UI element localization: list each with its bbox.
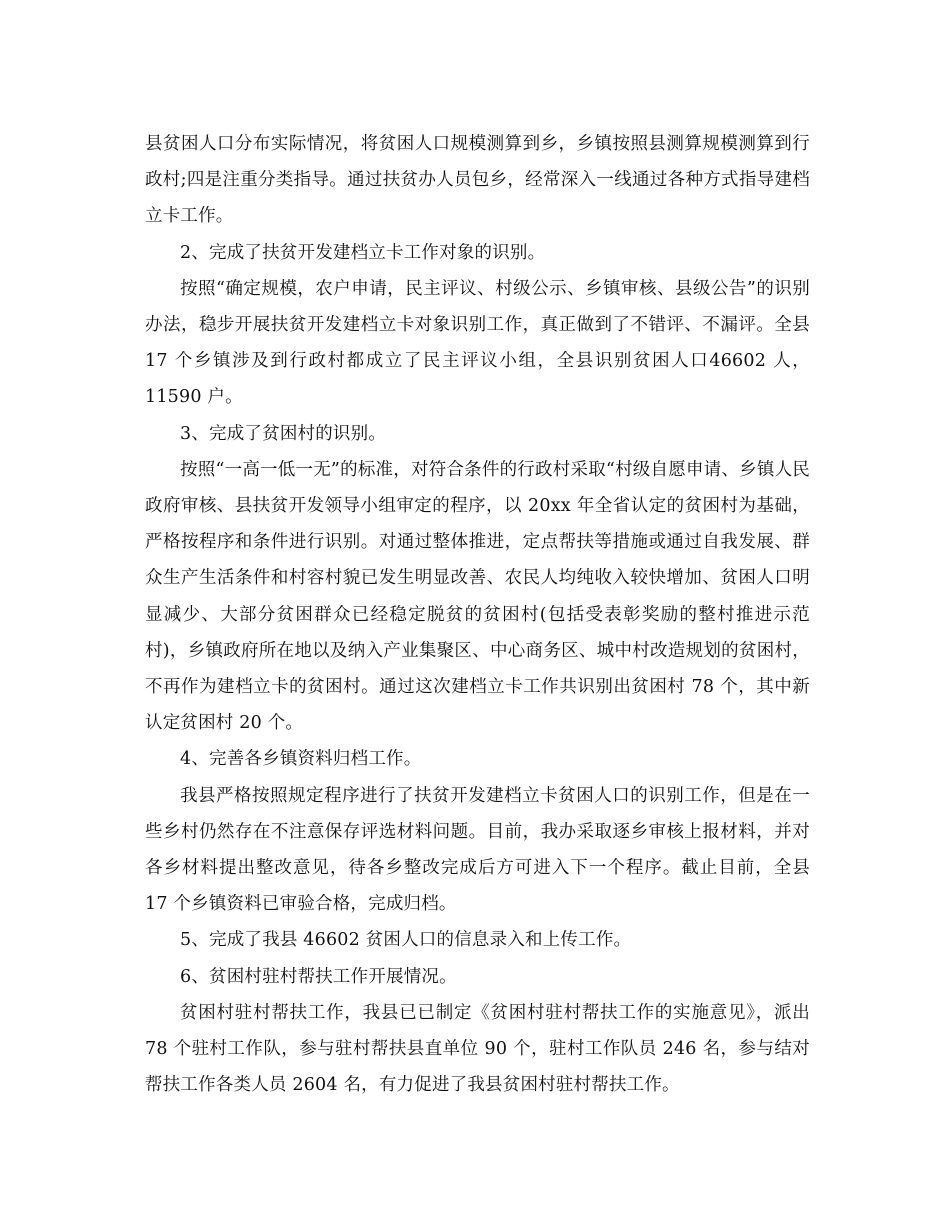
- section-heading-6: 6、贫困村驻村帮扶工作开展情况。: [180, 966, 457, 987]
- document-body: [145, 126, 810, 1103]
- paragraph-poor-village-standard: 按照“一高一低一无”的标准，对符合条件的行政村采取“村级自愿申请、乡镇人民政府审核、县扶贫开发领导小组审定的程序，以 20xx 年全省认定的贫困村为基础，严格按程序和条件进行识别。对通过整体推进，定点帮扶等措施或通过自我发展、群众生产生活条件和村容村貌已发生明显改善、农民人均纯收入较快增加、贫困人口明显减少、大部分贫困群众已经稳定脱贫的贫困村(包括受表彰奖励的整村推进示范村)，乡镇政府所在地以及纳入产业集聚区、中心商务区、城中村改造规划的贫困村，不再作为建档立卡的贫困村。通过这次建档立卡工作共识别出贫困村 78 个，其中新认定贫困村 20 个。: [145, 459, 810, 734]
- section-heading-4: 4、完善各乡镇资料归档工作。: [180, 749, 422, 770]
- paragraph-continuation: 县贫困人口分布实际情况，将贫困人口规模测算到乡，乡镇按照县测算规模测算到行政村;四是注重分类指导。通过扶贫办人员包乡，经常深入一线通过各种方式指导建档立卡工作。: [145, 134, 810, 227]
- section-heading-2: 2、完成了扶贫开发建档立卡工作对象的识别。: [180, 242, 546, 263]
- paragraph-village-assistance: 贫困村驻村帮扶工作，我县已已制定《贫困村驻村帮扶工作的实施意见》，派出 78 个驻村工作队，参与驻村帮扶县直单位 90 个，驻村工作队员 246 名，参与结对帮扶工作各类人员 2604 名，有力促进了我县贫困村驻村帮扶工作。: [145, 1002, 810, 1096]
- section-heading-3: 3、完成了贫困村的识别。: [180, 423, 387, 444]
- section-heading-5: 5、完成了我县 46602 贫困人口的信息录入和上传工作。: [180, 930, 632, 951]
- paragraph-identification-method: 按照“确定规模，农户申请，民主评议、村级公示、乡镇审核、县级公告”的识别办法，稳步开展扶贫开发建档立卡对象识别工作，真正做到了不错评、不漏评。全县 17 个乡镇涉及到行政村都成立了民主评议小组，全县识别贫困人口46602 人，11590 户。: [145, 278, 810, 408]
- paragraph-archiving: 我县严格按照规定程序进行了扶贫开发建档立卡贫困人口的识别工作，但是在一些乡村仍然存在不注意保存评选材料问题。目前，我办采取逐乡审核上报材料，并对各乡材料提出整改意见，待各乡整改完成后方可进入下一个程序。截止目前，全县 17 个乡镇资料已审验合格，完成归档。: [145, 785, 810, 915]
